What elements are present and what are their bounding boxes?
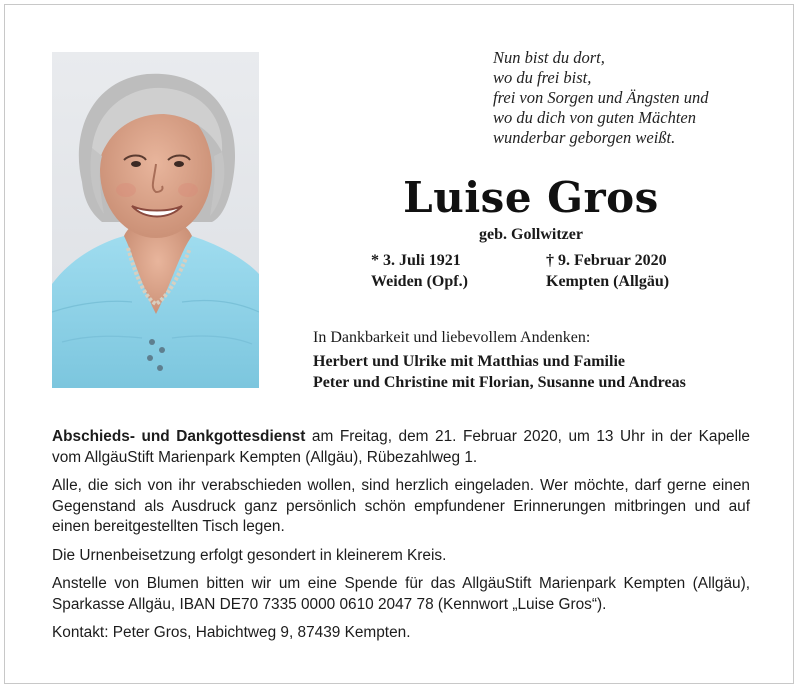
birth-name: geb. Gollwitzer xyxy=(479,226,583,243)
mourners-intro: In Dankbarkeit und liebevollem Andenken: xyxy=(313,329,591,346)
poem-line: wo du frei bist, xyxy=(493,68,592,87)
service-heading: Abschieds- und Dankgottesdienst xyxy=(52,428,306,445)
birth-place: Weiden (Opf.) xyxy=(371,273,468,290)
contact-paragraph: Kontakt: Peter Gros, Habichtweg 9, 87439 Kempten. xyxy=(52,624,411,641)
poem xyxy=(493,48,783,148)
service-details: am Freitag, dem 21. Februar 2020, um 13 Uhr in der Kapelle vom AllgäuStift Marienpark Kempten (Allgäu), Rübezahlweg 1. xyxy=(52,428,750,466)
invitation-paragraph: Alle, die sich von ihr verabschieden wollen, sind herzlich eingeladen. Wer möchte, darf gerne einen Gegenstand als Ausdruck ganz persönlich schön empfundener Erinnerungen mitbringen und auf einen bereitgestellten Tisch legen. xyxy=(52,477,750,535)
death-date: † 9. Februar 2020 xyxy=(546,252,667,269)
portrait-photo xyxy=(52,52,259,388)
birth-info xyxy=(371,250,468,292)
mourner-family: Peter und Christine mit Florian, Susanne und Andreas xyxy=(313,374,686,391)
portrait-illustration xyxy=(52,52,259,388)
death-place: Kempten (Allgäu) xyxy=(546,273,670,290)
poem-line: Nun bist du dort, xyxy=(493,48,605,67)
poem-line: wo du dich von guten Mächten xyxy=(493,108,696,127)
donation-paragraph: Anstelle von Blumen bitten wir um eine Spende für das AllgäuStift Marienpark Kempten (Allgäu), Sparkasse Allgäu, IBAN DE70 7335 0000 0610 2047 78 (Kennwort „Luise Gros“). xyxy=(52,575,750,613)
deceased-name: Luise Gros xyxy=(403,173,659,222)
mourner-family: Herbert und Ulrike mit Matthias und Familie xyxy=(313,353,625,370)
birth-date: * 3. Juli 1921 xyxy=(371,252,461,269)
service-paragraph xyxy=(52,427,750,468)
death-info xyxy=(546,250,669,292)
notice-body xyxy=(52,427,750,652)
urn-paragraph: Die Urnenbeisetzung erfolgt gesondert in kleinerem Kreis. xyxy=(52,546,447,564)
poem-line: wunderbar geborgen weißt. xyxy=(493,128,676,147)
mourners-list xyxy=(313,351,686,393)
poem-line: frei von Sorgen und Ängsten und xyxy=(493,88,709,107)
